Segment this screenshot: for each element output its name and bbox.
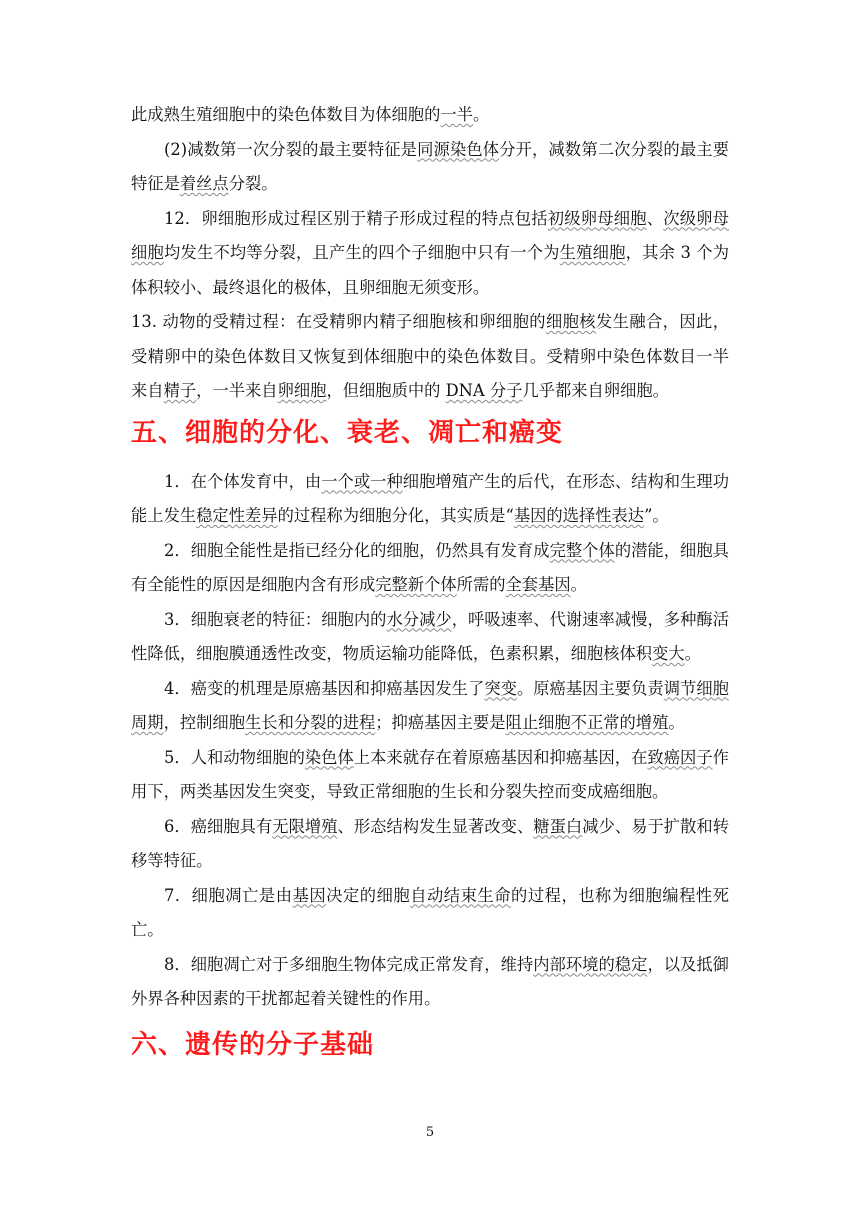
text-run: 分开，减数第二次分裂的最主要特征是 (131, 139, 729, 193)
text-run: 、 (646, 208, 664, 228)
text-run: 。 (684, 644, 701, 663)
text-run: 3．细胞衰老的特征：细胞内的 (164, 609, 387, 629)
underlined-answer: 无限增殖 (272, 816, 338, 836)
paragraph (131, 202, 729, 306)
text-run: ，以及抵御外界各种因素的干扰都起着关键性的作用。 (131, 954, 729, 1008)
underlined-answer: 突变 (484, 678, 517, 698)
page-number: 5 (425, 1125, 435, 1140)
text-run: 作用下，两类基因发生突变，导致正常细胞的生长和分裂失控而变成癌细胞。 (131, 747, 729, 801)
underlined-answer: 同源染色体 (417, 139, 500, 159)
text-run: 分裂。 (228, 174, 278, 193)
paragraph (131, 603, 729, 672)
text-run: ；抑癌基因主要是 (375, 713, 506, 732)
text-run: ”。 (644, 506, 669, 525)
underlined-answer: 精子 (163, 381, 197, 400)
underlined-answer: 变大 (652, 644, 685, 663)
document-body (131, 98, 729, 1077)
paragraph (131, 534, 729, 603)
underlined-answer: 基因 (292, 885, 327, 905)
text-run: 发生融合，因此，受精卵中的染色体数目又恢复到体细胞中的染色体数目。受精卵中染色体数目一半来自 (131, 312, 729, 400)
text-run: 。原癌基因主要负责 (516, 678, 664, 698)
text-run: 细胞增殖产生的后代，在形态、结构和生理功能上发生 (131, 471, 729, 525)
paragraph (131, 305, 729, 409)
underlined-answer: 完整新个体 (375, 575, 457, 594)
text-run: 、形态结构发生显著改变、 (337, 816, 534, 836)
text-run: ，但细胞质中的 (326, 381, 446, 400)
text-run: 均发生不均等分裂，且产生的四个子细胞中只有一个为 (163, 243, 560, 262)
underlined-answer: 全套基因 (505, 575, 571, 594)
text-run: 13. 动物的受精过程：在受精卵内精子细胞核和卵细胞的 (131, 312, 546, 331)
underlined-answer: 阻止细胞不正常的增殖 (505, 713, 669, 732)
text-run: 1．在个体发育中，由 (164, 471, 322, 491)
text-run: ，控制细胞 (163, 713, 245, 732)
text-run: 的过程称为细胞分化，其实质是“ (277, 506, 514, 525)
text-run: 4．癌变的机理是原癌基因和抑癌基因发生了 (164, 678, 485, 698)
underlined-answer: 染色体 (304, 747, 354, 767)
text-run: 。 (668, 713, 685, 732)
underlined-answer: 完整个体 (549, 540, 615, 560)
text-run: ，呼吸速率、代谢速率减慢，多种酶活性降低，细胞膜通透性改变，物质运输功能降低，色素积累，细胞核体积 (131, 609, 729, 663)
text-run: 12．卵细胞形成过程区别于精子形成过程的特点包括 (164, 208, 548, 228)
underlined-answer: DNA 分子 (445, 381, 523, 400)
underlined-answer: 一半 (440, 105, 473, 124)
text-run: 7．细胞凋亡是由 (164, 885, 293, 905)
underlined-answer: 糖蛋白 (533, 816, 583, 836)
text-run: 此成熟生殖细胞中的染色体数目为体细胞的 (131, 105, 441, 124)
underlined-answer: 卵细胞 (277, 381, 327, 400)
text-run: 8．细胞凋亡对于多细胞生物体完成正常发育，维持 (164, 954, 534, 974)
text-run: 。 (472, 105, 490, 124)
paragraph (131, 948, 729, 1017)
paragraph (131, 98, 729, 133)
underlined-answer: 水分减少 (386, 609, 452, 629)
paragraph (131, 879, 729, 948)
paragraph (131, 810, 729, 879)
text-run: 的潜能，细胞具有全能性的原因是细胞内含有形成 (131, 540, 729, 594)
text-run: ，其余 3 个为体积较小、最终退化的极体，且卵细胞无须变形。 (131, 243, 729, 297)
underlined-answer: 生殖细胞 (559, 243, 626, 262)
underlined-answer: 细胞核 (545, 312, 596, 331)
text-run: 。 (570, 575, 587, 594)
underlined-answer: 自动结束生命 (410, 885, 512, 905)
underlined-answer: 致癌因子 (647, 747, 713, 767)
underlined-answer: 次级卵母细胞 (131, 208, 729, 262)
underlined-answer: 初级卵母细胞 (547, 208, 647, 228)
text-run: 几乎都来自卵细胞。 (522, 381, 669, 400)
underlined-answer: 内部环境的稳定 (533, 954, 648, 974)
underlined-answer: 生长和分裂的进程 (245, 713, 376, 732)
underlined-answer: 稳定性差异 (196, 506, 278, 525)
text-run: 6．癌细胞具有 (164, 816, 273, 836)
section-heading: 五、细胞的分化、衰老、凋亡和癌变 (131, 417, 564, 448)
text-run: ，一半来自 (196, 381, 278, 400)
text-run: 2．细胞全能性是指已经分化的细胞，仍然具有发育成 (164, 540, 550, 560)
text-run: (2)减数第一次分裂的最主要特征是 (164, 139, 418, 159)
paragraph (131, 672, 729, 741)
text-run: 减少、易于扩散和转移等特征。 (131, 816, 729, 870)
paragraph (131, 465, 729, 534)
text-run: 的过程，也称为细胞编程性死亡。 (131, 885, 729, 939)
paragraph (131, 133, 729, 202)
text-run: 5．人和动物细胞的 (164, 747, 305, 767)
text-run: 上本来就存在着原癌基因和抑癌基因，在 (353, 747, 648, 767)
section-heading: 六、遗传的分子基础 (131, 1029, 375, 1060)
underlined-answer: 一个或一种 (321, 471, 403, 491)
underlined-answer: 基因的选择性表达 (513, 506, 645, 525)
paragraph (131, 741, 729, 810)
text-run: 决定的细胞 (326, 885, 411, 905)
underlined-answer: 着丝点 (179, 174, 229, 193)
underlined-answer: 调节细胞周期 (131, 678, 729, 732)
text-run: 所需的 (456, 575, 506, 594)
